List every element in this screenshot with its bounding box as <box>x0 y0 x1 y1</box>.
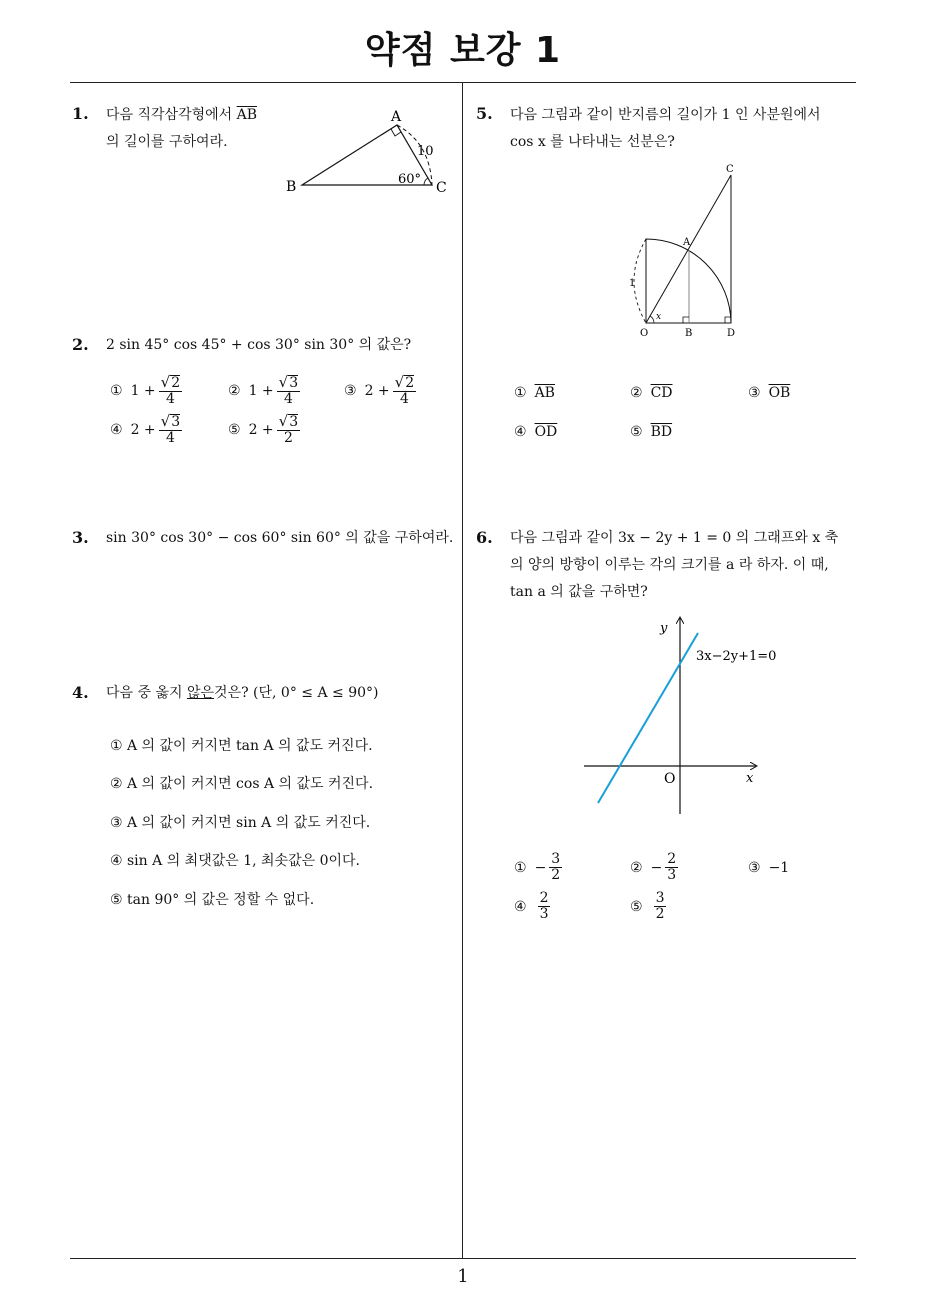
radicand: 3 <box>289 374 299 391</box>
question-number: 1. <box>72 104 89 123</box>
text-part: 것은? (단, 0° ≤ A ≤ 90°) <box>214 685 379 701</box>
right-angle-mark-b <box>683 317 689 323</box>
fraction: √ 2 4 <box>394 373 415 408</box>
choice-3[interactable] <box>748 385 790 401</box>
text-part: 다음 중 옳지 <box>106 685 187 701</box>
choice-mark: ③ <box>344 382 357 399</box>
footer-rule <box>70 1258 856 1259</box>
choice-mark: ② <box>228 382 241 399</box>
page-title: 약점 보강 1 <box>364 30 562 71</box>
origin-label: O <box>664 771 676 787</box>
choice-2[interactable] <box>630 852 681 884</box>
choice-mark: ⑤ <box>630 898 643 915</box>
sign: − <box>650 859 663 876</box>
choice-4[interactable] <box>514 891 553 923</box>
radius-brace <box>634 239 646 323</box>
ray-oc <box>646 175 731 323</box>
choice-4[interactable] <box>110 413 185 447</box>
choice-5[interactable] <box>630 891 669 923</box>
choice-1[interactable] <box>514 852 565 884</box>
segment-label: $\overline{CD}$ <box>650 385 673 401</box>
graph-line <box>598 633 698 803</box>
choice-5[interactable] <box>630 424 672 440</box>
choice-mark: ② <box>630 859 643 876</box>
radicand: 2 <box>405 374 415 391</box>
side-length-label: 10 <box>417 144 434 159</box>
choice-mark: ③ <box>748 385 761 401</box>
segment-label: $\overline{OD}$ <box>534 424 558 440</box>
question-text <box>106 102 286 156</box>
denominator: 2 <box>551 867 561 884</box>
question-number: 2. <box>72 335 89 354</box>
numerator: 3 <box>655 890 665 906</box>
fraction: √ 3 4 <box>160 412 181 447</box>
fraction <box>538 891 551 923</box>
point-a-label: A <box>683 237 691 248</box>
question-number: 6. <box>476 528 493 547</box>
sign: − <box>534 859 547 876</box>
radicand: 3 <box>289 413 299 430</box>
vertex-c-label: C <box>436 180 447 196</box>
choice-5[interactable] <box>228 413 303 447</box>
segment-label: $\overline{AB}$ <box>534 385 555 401</box>
choice-mark: ② <box>630 385 643 401</box>
numerator: 2 <box>667 851 677 867</box>
angle-x-arc <box>650 316 654 323</box>
radius-label: 1 <box>629 278 636 289</box>
triangle-figure <box>280 105 460 200</box>
radicand: 3 <box>171 413 181 430</box>
text-line: 다음 그림과 같이 반지름의 길이가 1 인 사분원에서 <box>510 107 821 123</box>
fraction: √ 2 4 <box>160 373 181 408</box>
quarter-circle <box>646 239 731 323</box>
right-angle-mark-d <box>725 317 731 323</box>
numerator: 3 <box>551 851 561 867</box>
denominator: 4 <box>165 430 175 447</box>
fraction <box>654 891 667 923</box>
question-text <box>510 525 838 606</box>
fraction <box>549 852 562 884</box>
choice-value: −1 <box>768 860 790 876</box>
choice-mark: ③ <box>748 860 761 876</box>
denominator: 4 <box>399 391 409 408</box>
vertex-b-label: B <box>286 179 297 195</box>
question-number: 4. <box>72 683 89 702</box>
choice-1[interactable] <box>514 385 555 401</box>
point-b-label: B <box>685 328 693 339</box>
equation-label: 3x−2y+1=0 <box>696 649 777 664</box>
text-line: tan a 의 값을 구하면? <box>510 584 648 600</box>
choice-mark: ① <box>110 382 123 399</box>
denominator: 4 <box>283 391 293 408</box>
choice-3[interactable] <box>344 374 419 408</box>
segment-label: $\overline{OB}$ <box>768 385 791 401</box>
choice-2[interactable] <box>228 374 303 408</box>
question-text: sin 30° cos 30° − cos 60° sin 60° 의 값을 구하여라. <box>106 530 454 546</box>
choice-mark: ① <box>514 859 527 876</box>
choice-prefix: 1 + <box>248 382 274 399</box>
fraction: √ 3 4 <box>278 373 299 408</box>
text-part: 다음 직각삼각형에서 <box>106 107 237 123</box>
text-part: 의 길이를 구하여라. <box>106 134 228 150</box>
choice-prefix: 2 + <box>248 421 274 438</box>
denominator: 2 <box>655 906 665 923</box>
choice-prefix: 2 + <box>364 382 390 399</box>
fraction <box>665 852 678 884</box>
option-4[interactable]: ④ sin A 의 최댓값은 1, 최솟값은 0이다. <box>110 853 360 869</box>
page-number: 1 <box>457 1266 469 1287</box>
option-2[interactable]: ② A 의 값이 커지면 cos A 의 값도 커진다. <box>110 776 374 792</box>
radicand: 2 <box>171 374 181 391</box>
choice-prefix: 2 + <box>130 421 156 438</box>
question-number: 3. <box>72 528 89 547</box>
text-line: 의 양의 방향이 이루는 각의 크기를 a 라 하자. 이 때, <box>510 557 829 573</box>
choice-4[interactable] <box>514 424 557 440</box>
linear-graph-figure <box>580 612 780 822</box>
choice-prefix: 1 + <box>130 382 156 399</box>
x-axis-label: x <box>746 771 754 786</box>
question-text: 2 sin 45° cos 45° + cos 30° sin 30° 의 값은? <box>106 337 412 353</box>
choice-1[interactable] <box>110 374 185 408</box>
vertex-a-label: A <box>391 109 402 125</box>
header-rule <box>70 82 856 83</box>
choice-mark: ④ <box>110 421 123 438</box>
quarter-circle-figure <box>620 160 750 340</box>
segment-label: $\overline{BD}$ <box>650 424 673 440</box>
angle-arc <box>424 178 428 185</box>
choice-mark: ① <box>514 385 527 401</box>
angle-x-label: x <box>656 312 662 322</box>
numerator: 2 <box>539 890 549 906</box>
y-axis-label: y <box>660 621 668 636</box>
column-divider <box>462 83 463 1259</box>
underlined-word: 않은 <box>186 685 215 701</box>
choice-mark: ⑤ <box>630 424 643 440</box>
denominator: 3 <box>539 906 549 923</box>
question-text <box>106 680 379 707</box>
point-d-label: D <box>727 328 736 339</box>
choice-mark: ④ <box>514 898 527 915</box>
question-number: 5. <box>476 104 493 123</box>
choice-mark: ④ <box>514 424 527 440</box>
choice-mark: ⑤ <box>228 421 241 438</box>
denominator: 2 <box>283 430 293 447</box>
text-line: 다음 그림과 같이 3x − 2y + 1 = 0 의 그래프와 x 축 <box>510 530 839 546</box>
denominator: 4 <box>165 391 175 408</box>
fraction: √ 3 2 <box>278 412 299 447</box>
point-c-label: C <box>726 164 734 175</box>
choice-2[interactable] <box>630 385 673 401</box>
choice-3[interactable] <box>748 860 789 876</box>
denominator: 3 <box>667 867 677 884</box>
option-1[interactable]: ① A 의 값이 커지면 tan A 의 값도 커진다. <box>110 738 373 754</box>
question-text <box>510 102 821 156</box>
angle-label: 60° <box>398 172 422 187</box>
point-o-label: O <box>640 328 649 339</box>
segment-label: $\overline{AB}$ <box>236 107 258 123</box>
option-5[interactable]: ⑤ tan 90° 의 값은 정할 수 없다. <box>110 892 315 908</box>
option-3[interactable]: ③ A 의 값이 커지면 sin A 의 값도 커진다. <box>110 815 371 831</box>
text-line: cos x 를 나타내는 선분은? <box>510 134 675 150</box>
